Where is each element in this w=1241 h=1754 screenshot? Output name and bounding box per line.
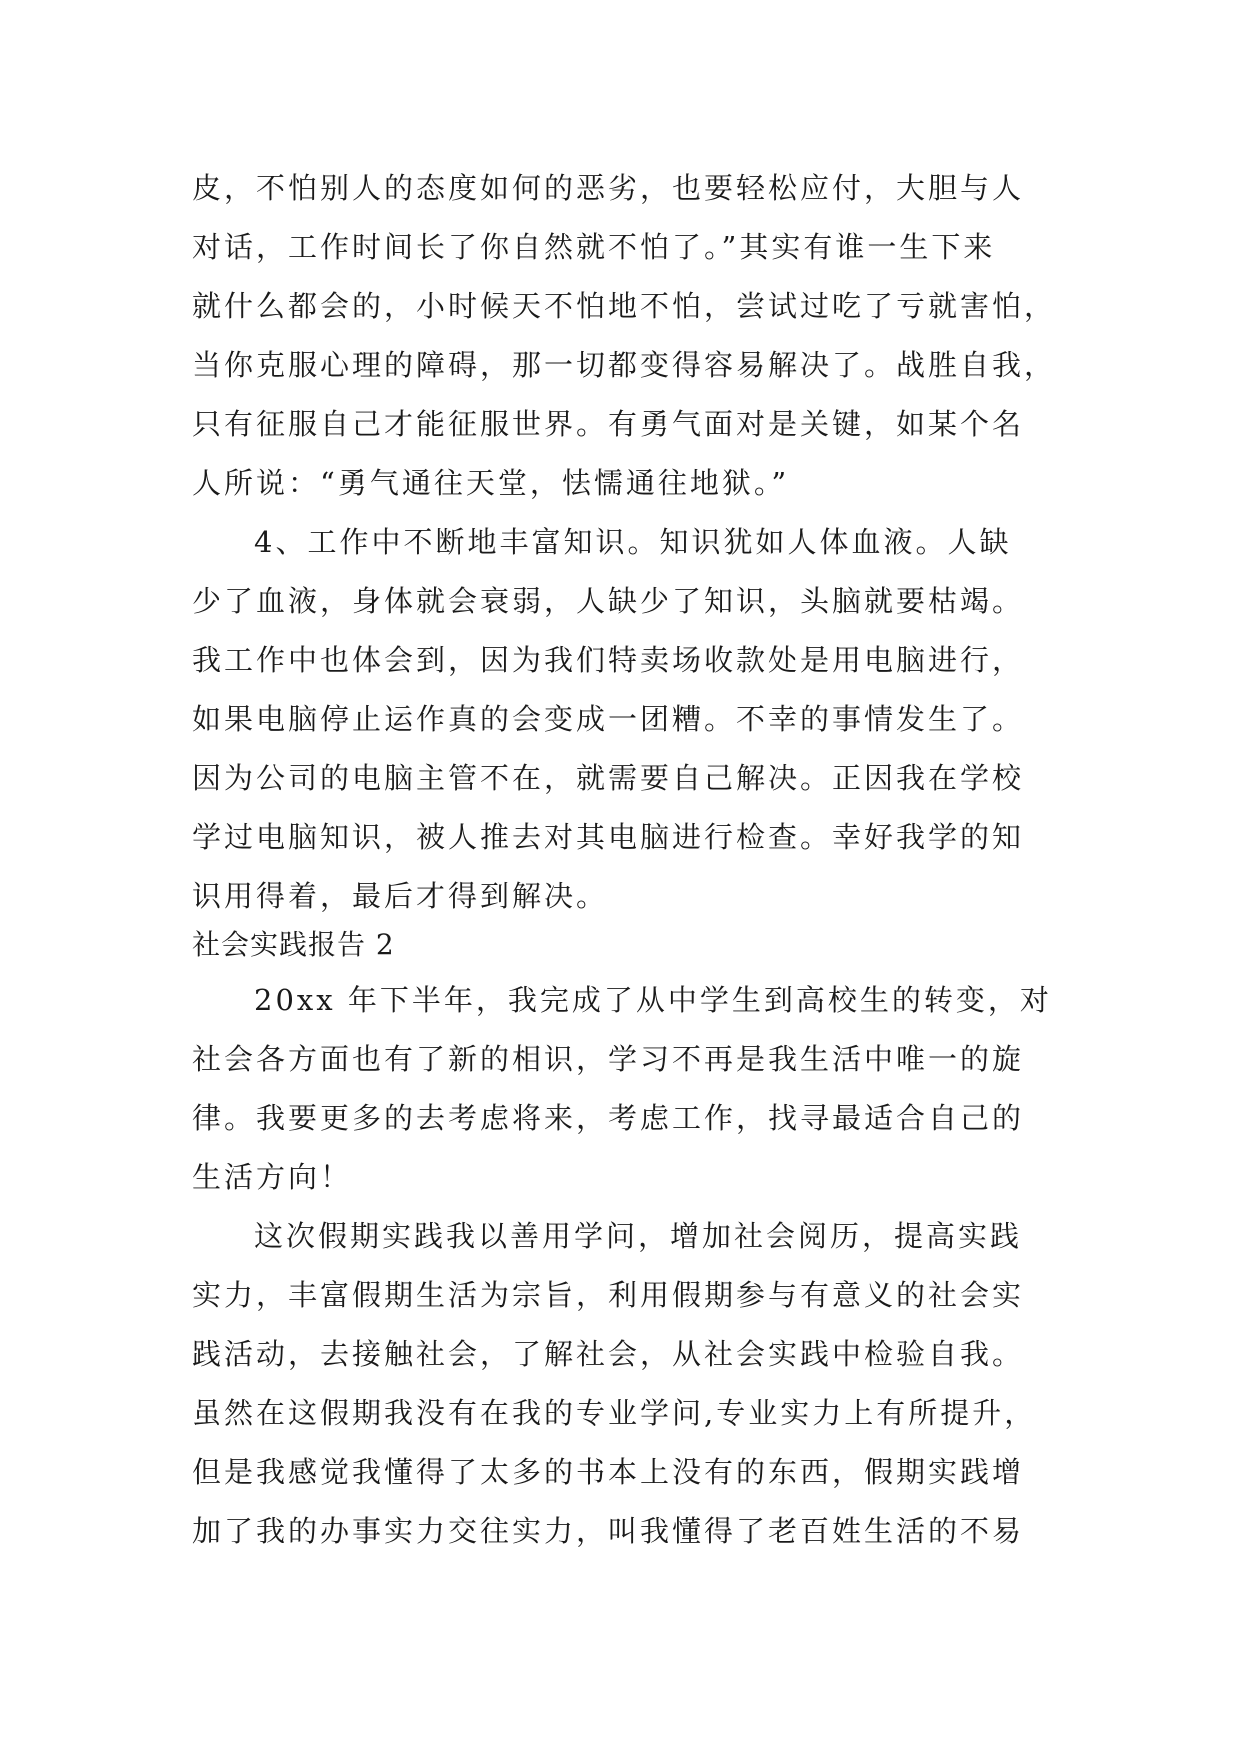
text-line: 人所说：“勇气通往天堂，怯懦通往地狱。”: [192, 466, 790, 500]
text-line: 当你克服心理的障碍，那一切都变得容易解决了。战胜自我，: [192, 348, 1057, 382]
text-line: 学过电脑知识，被人推去对其电脑进行检查。幸好我学的知: [192, 820, 1025, 854]
text-line: 实力，丰富假期生活为宗旨，利用假期参与有意义的社会实: [192, 1278, 1025, 1312]
text-line: 生活方向！: [192, 1160, 353, 1194]
text-line: 因为公司的电脑主管不在，就需要自己解决。正因我在学校: [192, 761, 1025, 795]
text-line: 虽然在这假期我没有在我的专业学问,专业实力上有所提升，: [192, 1396, 1037, 1430]
text-line: 识用得着，最后才得到解决。: [192, 879, 609, 913]
text-line: 加了我的办事实力交往实力，叫我懂得了老百姓生活的不易: [192, 1514, 1025, 1548]
text-line: 只有征服自己才能征服世界。有勇气面对是关键，如某个名: [192, 407, 1025, 441]
text-line: 这次假期实践我以善用学问，增加社会阅历，提高实践: [254, 1219, 1023, 1253]
text-line: 律。我要更多的去考虑将来，考虑工作，找寻最适合自己的: [192, 1101, 1025, 1135]
text-line: 但是我感觉我懂得了太多的书本上没有的东西，假期实践增: [192, 1455, 1025, 1489]
text-line: 20xx 年下半年，我完成了从中学生到高校生的转变，对: [254, 983, 1052, 1017]
text-line: 对话，工作时间长了你自然就不怕了。”其实有谁一生下来: [192, 230, 996, 264]
text-line: 少了血液，身体就会衰弱，人缺少了知识，头脑就要枯竭。: [192, 584, 1025, 618]
text-line: 践活动，去接触社会，了解社会，从社会实践中检验自我。: [192, 1337, 1025, 1371]
text-line: 4、工作中不断地丰富知识。知识犹如人体血液。人缺: [254, 525, 1012, 559]
text-line: 如果电脑停止运作真的会变成一团糟。不幸的事情发生了。: [192, 702, 1025, 736]
section-heading: 社会实践报告 2: [192, 928, 395, 961]
text-line: 社会各方面也有了新的相识，学习不再是我生活中唯一的旋: [192, 1042, 1025, 1076]
text-line: 就什么都会的，小时候天不怕地不怕，尝试过吃了亏就害怕，: [192, 289, 1057, 323]
text-line: 皮，不怕别人的态度如何的恶劣，也要轻松应付，大胆与人: [192, 171, 1025, 205]
text-line: 我工作中也体会到，因为我们特卖场收款处是用电脑进行，: [192, 643, 1025, 677]
